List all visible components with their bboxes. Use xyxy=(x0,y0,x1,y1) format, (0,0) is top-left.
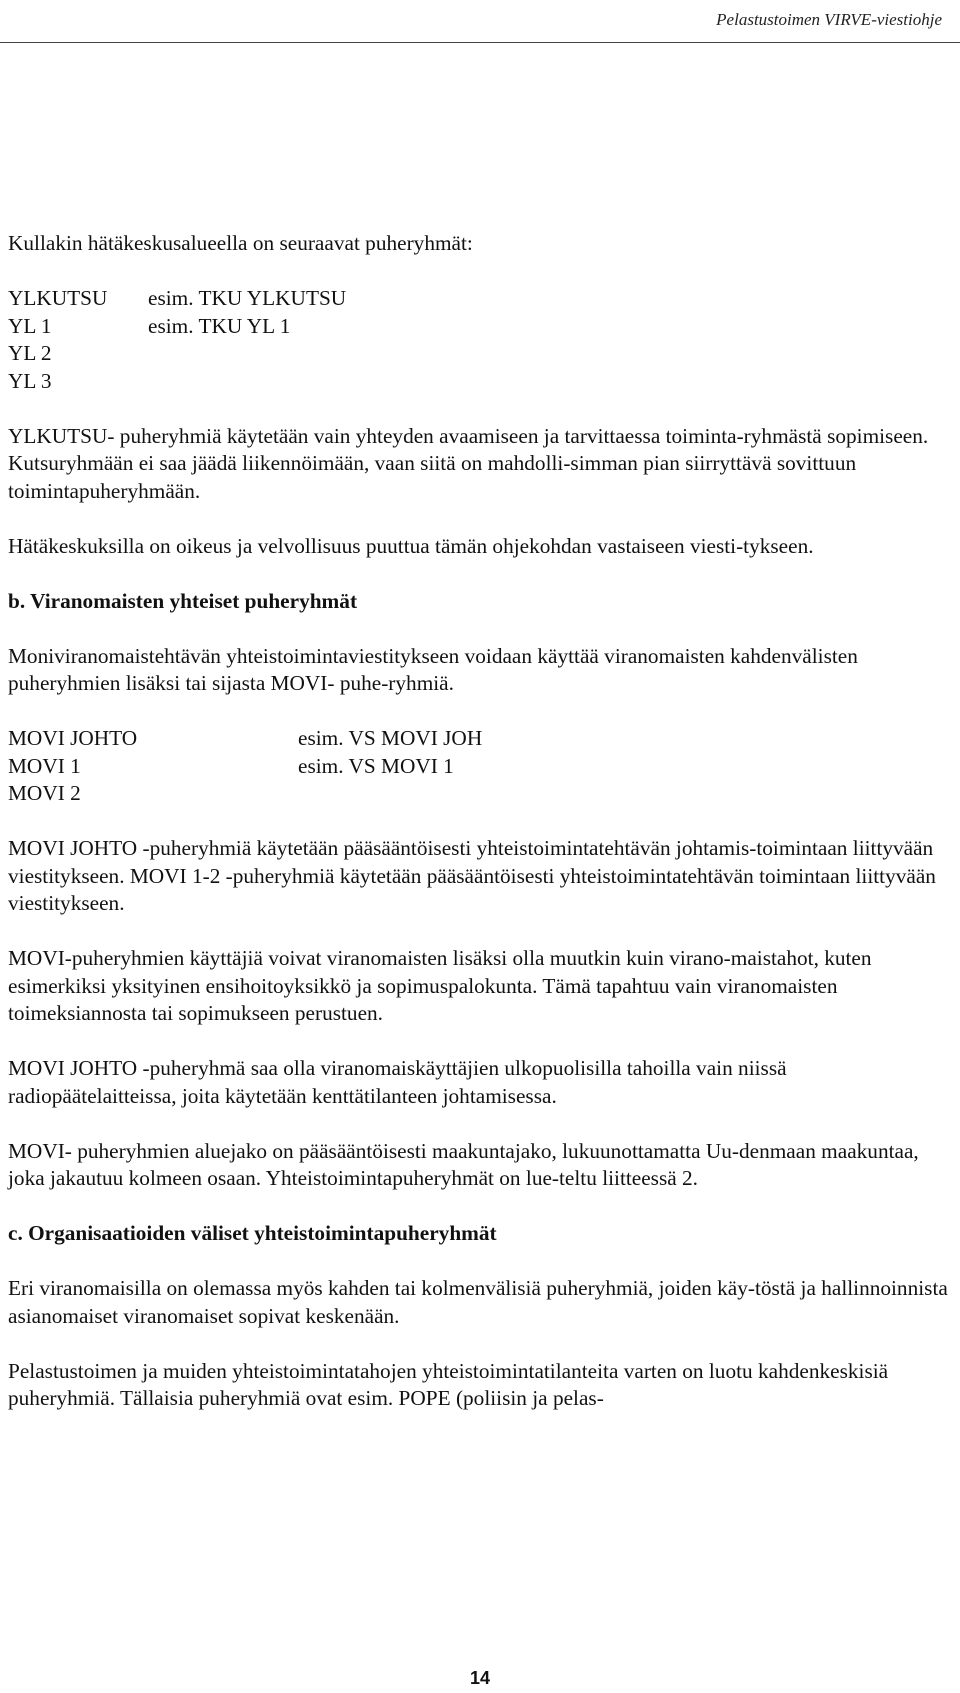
header-divider xyxy=(0,42,960,43)
document-body xyxy=(8,230,948,1440)
yl-group-list xyxy=(8,285,948,395)
running-header: Pelastustoimen VIRVE-viestiohje xyxy=(716,10,942,29)
section-heading-b: b. Viranomaisten yhteiset puheryhmät xyxy=(8,588,358,613)
paragraph: Pelastustoimen ja muiden yhteistoimintatahojen yhteistoimintatilanteita varten on luotu kahdenkeskisiä puheryhmiä. Tällaisia puheryhmiä ovat esim. POPE (poliisin ja pelas- xyxy=(8,1358,889,1410)
group-row: YLKUTSU esim. TKU YLKUTSU xyxy=(8,286,347,310)
paragraph: Hätäkeskuksilla on oikeus ja velvollisuus puuttua tämän ohjekohdan vastaiseen viesti-tykseen. xyxy=(8,533,814,558)
paragraph: YLKUTSU- puheryhmiä käytetään vain yhteyden avaamiseen ja tarvittaessa toiminta-ryhmästä sopimiseen. Kutsuryhmään ei saa jäädä liikennöimään, vaan siitä on mahdolli-simman pian siirryttävä sovittuun toimintapuheryhmään. xyxy=(8,423,929,503)
group-row: MOVI JOHTO esim. VS MOVI JOH xyxy=(8,726,483,750)
group-row: MOVI 2 xyxy=(8,781,81,805)
paragraph: Moniviranomaistehtävän yhteistoimintaviestitykseen voidaan käyttää viranomaisten kahdenvälisten puheryhmien lisäksi tai sijasta MOVI- puhe-ryhmiä. xyxy=(8,643,858,695)
group-row: YL 3 xyxy=(8,368,52,393)
intro-paragraph: Kullakin hätäkeskusalueella on seuraavat puheryhmät: xyxy=(8,231,473,255)
paragraph: MOVI JOHTO -puheryhmä saa olla viranomaiskäyttäjien ulkopuolisilla tahoilla vain niissä radiopäätelaitteissa, joita käytetään kenttätilanteen johtamisessa. xyxy=(8,1056,787,1108)
group-row: MOVI 1 esim. VS MOVI 1 xyxy=(8,753,454,778)
movi-group-list xyxy=(8,725,948,808)
paragraph: MOVI JOHTO -puheryhmiä käytetään pääsääntöisesti yhteistoimintatehtävän johtamis-toimintaan liittyvään viestitykseen. MOVI 1-2 -puheryhmiä käytetään pääsääntöisesti yhteistoimintatehtävän toimintaan liittyvään viestitykseen. xyxy=(8,836,936,915)
paragraph: Eri viranomaisilla on olemassa myös kahden tai kolmenvälisiä puheryhmiä, joiden käy-töstä ja hallinnoinnista asianomaiset viranomaiset sopivat keskenään. xyxy=(8,1276,948,1328)
page-number: 14 xyxy=(469,1668,491,1688)
paragraph: MOVI-puheryhmien käyttäjiä voivat viranomaisten lisäksi olla muutkin kuin virano-maistahot, kuten esimerkiksi yksityinen ensihoitoyksikkö ja sopimuspalokunta. Tämä tapahtuu vain viranomaisten toimeksiannosta tai sopimukseen perustuen. xyxy=(8,946,872,1025)
section-heading-c: c. Organisaatioiden väliset yhteistoimintapuheryhmät xyxy=(8,1221,497,1245)
group-row: YL 1 esim. TKU YL 1 xyxy=(8,313,291,338)
paragraph: MOVI- puheryhmien aluejako on pääsääntöisesti maakuntajako, lukuunottamatta Uu-denmaan maakuntaa, joka jakautuu kolmeen osaan. Yhteistoimintapuheryhmät on lue-teltu liitteessä 2. xyxy=(8,1138,919,1190)
group-row: YL 2 xyxy=(8,341,52,365)
